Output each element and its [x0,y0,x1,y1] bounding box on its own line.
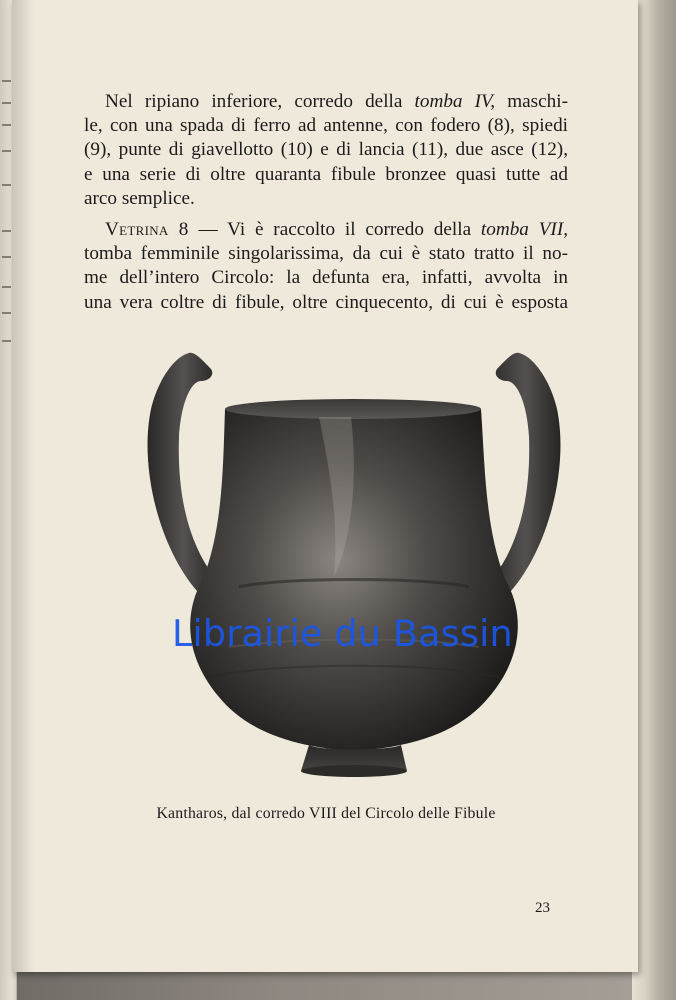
text-line: arco semplice. [84,187,195,209]
right-handle [489,353,560,591]
text-line: le, con una spada di ferro ad antenne, con fodero (8), spiedi [84,115,568,137]
vessel-body [190,403,518,751]
book-page [12,0,638,972]
vessel-rim [225,399,481,419]
page-number: 23 [535,900,550,916]
kantharos-photo [129,347,579,789]
edge-mark [2,184,11,186]
edge-mark [2,286,11,288]
edge-mark [2,230,11,232]
edge-mark [2,124,11,126]
watermark: Librairie du Bassin [172,612,513,655]
edge-mark [2,80,11,82]
edge-mark [2,312,11,314]
edge-mark [2,150,11,152]
text-line: Vetrina 8 — Vi è raccolto il corredo della tomba VII, [105,219,569,241]
edge-mark [2,340,11,342]
paragraph-1 [84,90,568,211]
paragraph-2 [84,218,568,315]
text-line: me dell’intero Circolo: la defunta era, infatti, avvolta in [84,267,568,289]
edge-mark [2,256,11,258]
text-line: una vera coltre di fibule, oltre cinquecento, di cui è esposta [84,291,568,313]
page-stack-edge [632,0,676,1000]
text-line: e una serie di oltre quaranta fibule bronzee quasi tutte ad [84,163,568,185]
figure-caption: Kantharos, dal corredo VIII del Circolo delle Fibule [156,805,496,822]
text-line: tomba femminile singolarissima, da cui è stato tratto il no- [84,243,568,265]
text-line: (9), punte di giavellotto (10) e di lancia (11), due asce (12), [84,139,568,161]
page-gutter-shadow [12,0,34,972]
left-handle [148,353,219,591]
body-text [84,90,568,315]
text-line: Nel ripiano inferiore, corredo della tomba IV, maschi- [105,91,568,112]
edge-mark [2,102,11,104]
